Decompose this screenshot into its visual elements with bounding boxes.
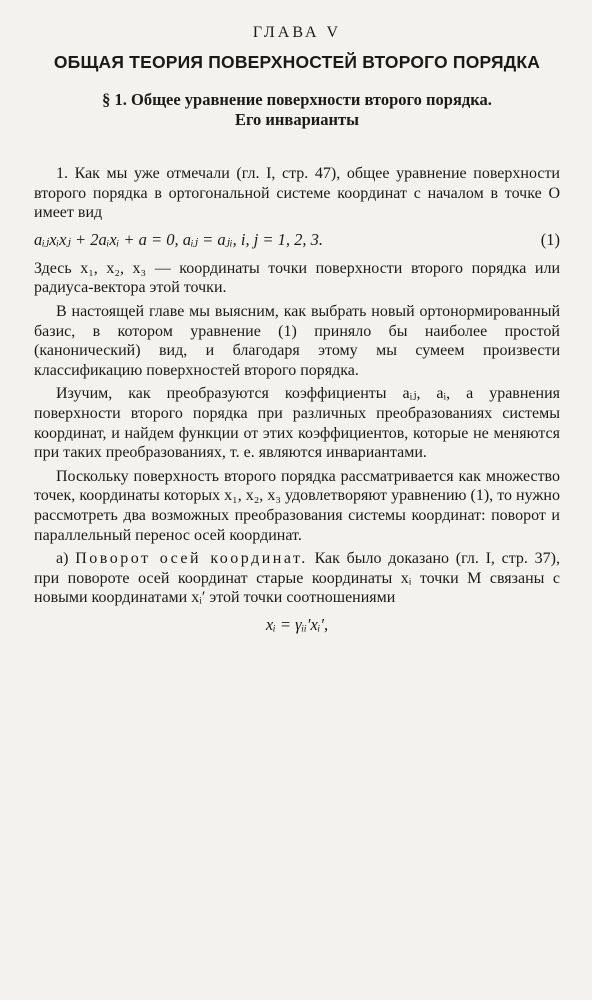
section-title-line1: § 1. Общее уравнение поверхности второго порядка. xyxy=(102,90,492,109)
paragraph-6-text: Как было доказано (гл. I, стр. 37), при повороте осей координат старые координаты xᵢ точки M связаны с новыми координатами xᵢ′ этой точки соотношениями xyxy=(34,550,561,607)
chapter-title: ОБЩАЯ ТЕОРИЯ ПОВЕРХНОСТЕЙ ВТОРОГО ПОРЯДКА xyxy=(53,52,541,72)
equation-1-number: (1) xyxy=(540,229,560,249)
section-title-line2: Его инварианты xyxy=(234,110,360,129)
book-page xyxy=(34,24,560,636)
chapter-label: ГЛАВА V xyxy=(252,24,342,41)
paragraph-6 xyxy=(34,549,560,608)
paragraph-6-heading: Поворот осей координат. xyxy=(75,550,308,568)
paragraph-6-lead: а) xyxy=(56,550,69,568)
paragraph-3: В настоящей главе мы выясним, как выбрать новый ортонормированный базис, в котором уравнение (1) приняло бы наиболее простой (канонический) вид, и благодаря этому мы сумеем произвести классификацию поверхностей второго порядка. xyxy=(34,302,560,379)
equation-2: xᵢ = γᵢᵢ′xᵢ′, xyxy=(265,614,329,634)
paragraph-1: 1. Как мы уже отмечали (гл. I, стр. 47), общее уравнение поверхности второго порядка в ортогональной системе координат с началом в точке O имеет вид xyxy=(34,165,560,222)
paragraph-2: Здесь x₁, x₂, x₃ — координаты точки поверхности второго порядка или радиуса-вектора этой точки. xyxy=(34,259,560,297)
section-title xyxy=(34,90,560,130)
paragraph-4: Изучим, как преобразуются коэффициенты aᵢⱼ, aᵢ, a уравнения поверхности второго порядка при различных преобразованиях системы координат, и найдем функции от этих коэффициентов, которые не меняются при таких преобразованиях, т. е. являются инвариантами. xyxy=(34,385,560,462)
equation-1-body: aᵢⱼxᵢxⱼ + 2aᵢxᵢ + a = 0, aᵢⱼ = aⱼᵢ, i, j = 1, 2, 3. xyxy=(34,229,324,249)
paragraph-5: Поскольку поверхность второго порядка рассматривается как множество точек, координаты которых x₁, x₂, x₃ удовлетворяют уравнению (1), то нужно рассмотреть два возможных преобразования системы координат: поворот и параллельный перенос осей координат. xyxy=(34,467,560,544)
equation-1 xyxy=(34,229,560,251)
